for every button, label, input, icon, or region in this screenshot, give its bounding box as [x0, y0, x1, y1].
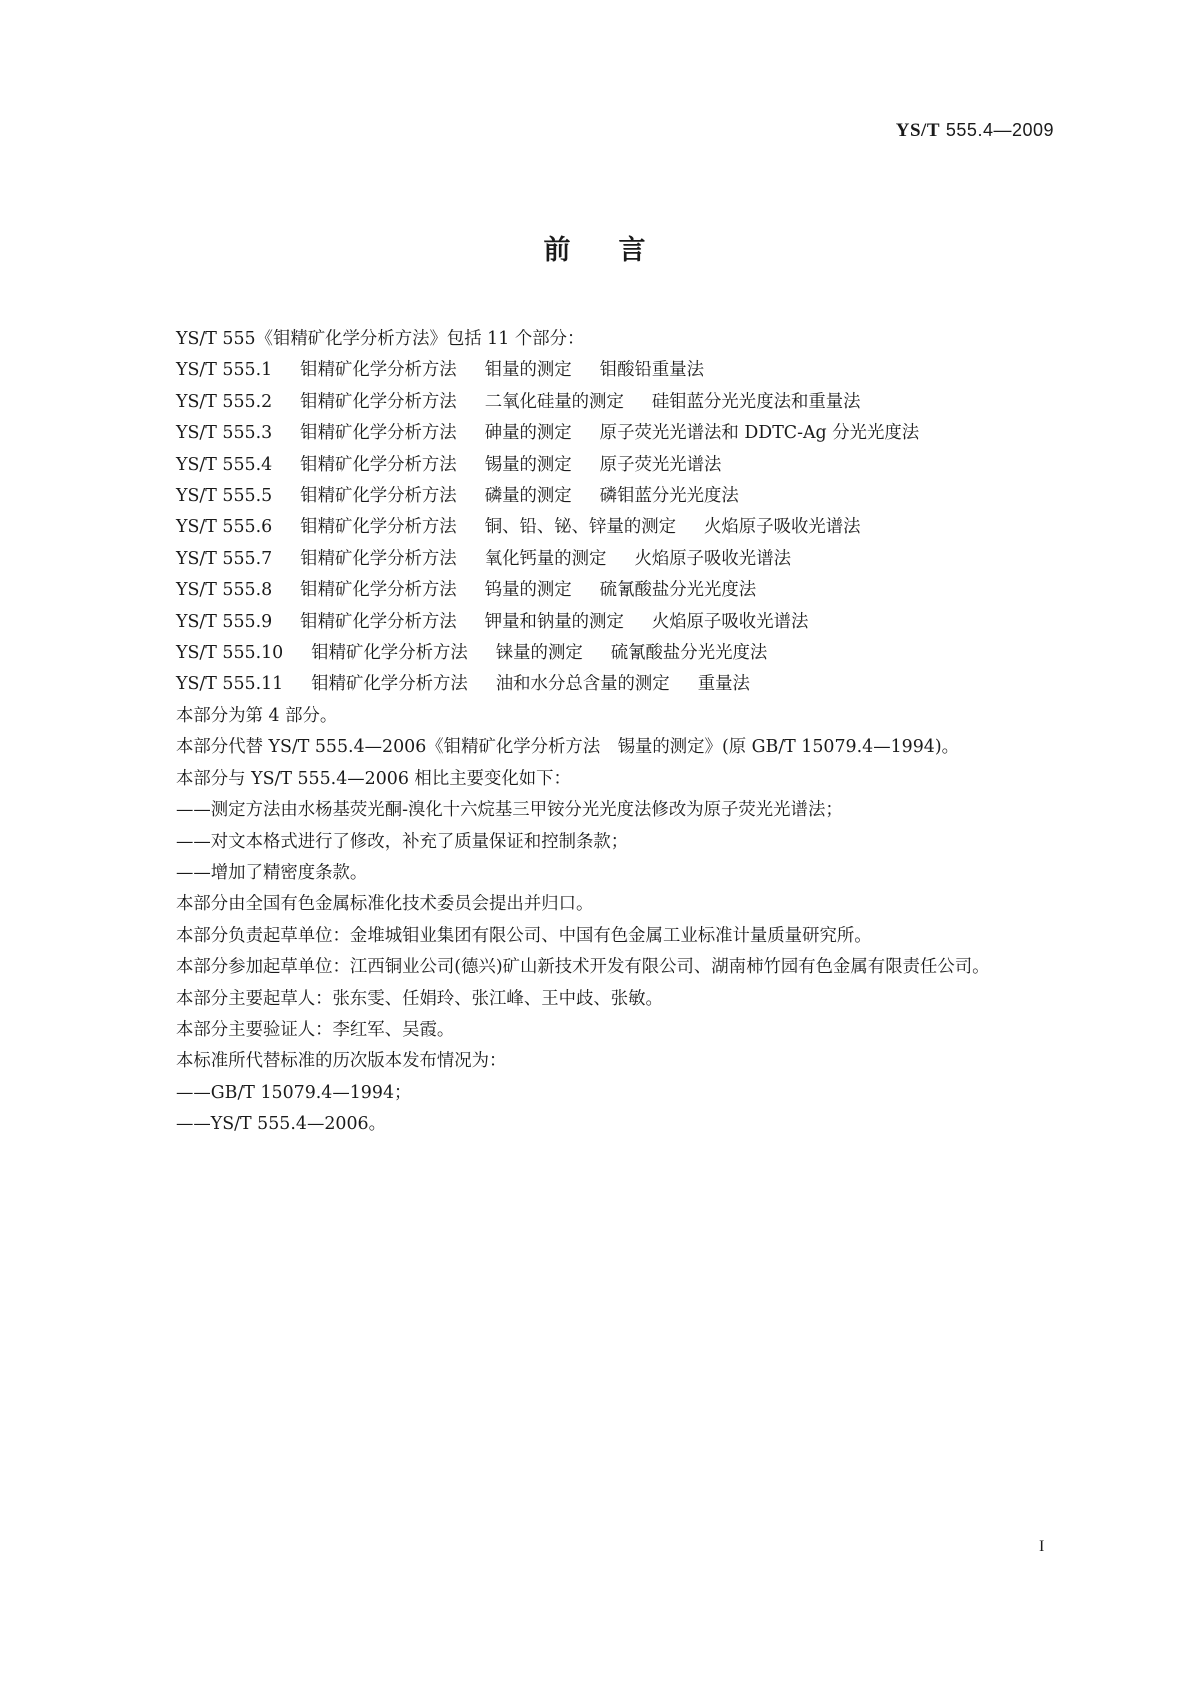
standard-code-header: [896, 120, 1054, 142]
part-item-6: YS/T 555.6 钼精矿化学分析方法 铜、铅、铋、锌量的测定 火焰原子吸收光谱法: [176, 517, 861, 538]
history-intro: 本标准所代替标准的历次版本发布情况为：: [176, 1051, 507, 1072]
change-item-2: ——对文本格式进行了修改，补充了质量保证和控制条款；: [176, 831, 629, 852]
part-item-1: YS/T 555.1 钼精矿化学分析方法 钼量的测定 钼酸铅重量法: [176, 360, 705, 381]
change-item-1: ——测定方法由水杨基荧光酮-溴化十六烷基三甲铵分光光度法修改为原子荧光光谱法；: [176, 800, 843, 821]
part-item-8: YS/T 555.8 钼精矿化学分析方法 钨量的测定 硫氰酸盐分光光度法: [176, 580, 757, 601]
changes-intro: 本部分与 YS/T 555.4—2006 相比主要变化如下：: [176, 768, 571, 789]
main-drafters: 本部分主要起草人：张东雯、任娟玲、张江峰、王中歧、张敏。: [176, 988, 663, 1009]
main-verifiers: 本部分主要验证人：李红军、吴霞。: [176, 1019, 455, 1040]
part-number-statement: 本部分为第 4 部分。: [176, 705, 338, 726]
history-item-2: ——YS/T 555.4—2006。: [176, 1114, 386, 1135]
part-item-3: YS/T 555.3 钼精矿化学分析方法 砷量的测定 原子荧光光谱法和 DDTC-Ag 分光光度法: [176, 423, 920, 444]
document-body: [128, 324, 1063, 1141]
part-item-11: YS/T 555.11 钼精矿化学分析方法 油和水分总含量的测定 重量法: [176, 674, 750, 695]
part-item-4: YS/T 555.4 钼精矿化学分析方法 锡量的测定 原子荧光光谱法: [176, 454, 722, 475]
parts-list: [128, 355, 1063, 700]
standard-code-prefix: YS/T: [895, 120, 940, 141]
part-item-10: YS/T 555.10 钼精矿化学分析方法 铼量的测定 硫氰酸盐分光光度法: [176, 643, 768, 664]
part-item-7: YS/T 555.7 钼精矿化学分析方法 氧化钙量的测定 火焰原子吸收光谱法: [176, 548, 791, 569]
page-number: I: [1039, 1538, 1045, 1555]
replaces-statement: 本部分代替 YS/T 555.4—2006《钼精矿化学分析方法 锡量的测定》(原 GB/T 15079.4—1994)。: [176, 737, 960, 758]
participating-drafting-units: 本部分参加起草单位：江西铜业公司(德兴)矿山新技术开发有限公司、湖南柿竹园有色金属有限责任公司。: [176, 957, 990, 978]
part-item-2: YS/T 555.2 钼精矿化学分析方法 二氧化硅量的测定 硅钼蓝分光光度法和重量法: [176, 391, 861, 412]
history-item-1: ——GB/T 15079.4—1994；: [176, 1082, 412, 1103]
standard-code-number: 555.4—2009: [945, 120, 1054, 140]
responsible-drafting-units: 本部分负责起草单位：金堆城钼业集团有限公司、中国有色金属工业标准计量质量研究所。: [176, 925, 872, 946]
part-item-9: YS/T 555.9 钼精矿化学分析方法 钾量和钠量的测定 火焰原子吸收光谱法: [176, 611, 809, 632]
part-item-5: YS/T 555.5 钼精矿化学分析方法 磷量的测定 磷钼蓝分光光度法: [176, 486, 739, 507]
page-title: 前言: [543, 235, 694, 266]
parts-intro: YS/T 555《钼精矿化学分析方法》包括 11 个部分：: [176, 329, 585, 349]
change-item-3: ——增加了精密度条款。: [176, 862, 368, 883]
proposed-by-statement: 本部分由全国有色金属标准化技术委员会提出并归口。: [176, 894, 594, 915]
